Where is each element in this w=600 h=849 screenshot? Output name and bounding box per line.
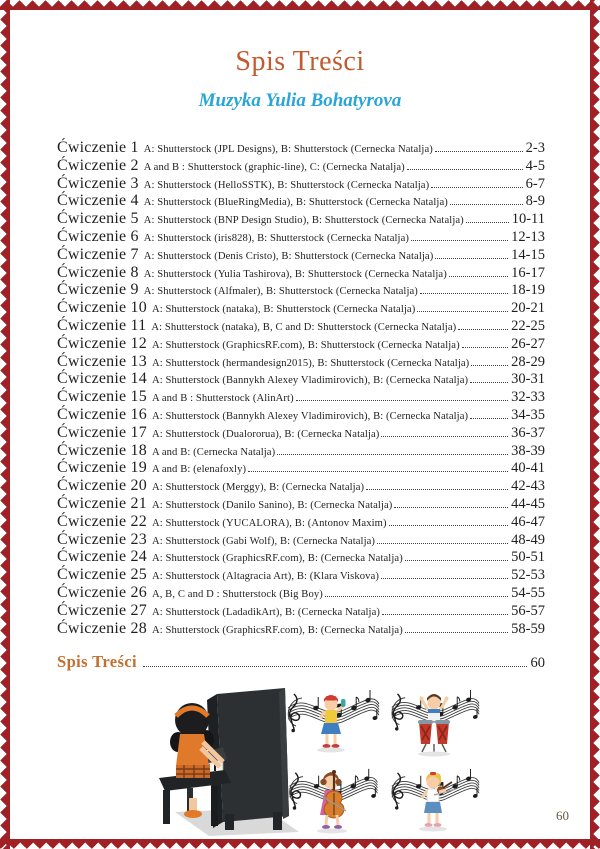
dot-leader [466,222,509,223]
toc-entry [57,566,545,584]
dot-leader [389,525,509,526]
toc-entry [57,353,545,371]
exercise-pages: 8-9 [525,193,545,210]
exercise-credits: A: Shutterstock (iris828), B: Shutterstock (Cernecka Natalja) [143,232,410,244]
toc-entry [57,406,545,424]
toc-entry [57,388,545,406]
exercise-label: Ćwiczenie 4 [57,192,139,210]
exercise-pages: 34-35 [511,406,545,423]
singer-girl [317,695,346,753]
exercise-credits: A: Shutterstock (BlueRingMedia), B: Shutterstock (Cernecka Natalja) [143,197,448,209]
dot-leader [417,311,508,312]
exercise-label: Ćwiczenie 14 [57,370,147,388]
decorative-border-top [0,0,600,10]
exercise-credits: A, B, C and D : Shutterstock (Big Boy) [151,588,323,600]
violinist-girl [419,772,456,832]
dot-leader [377,543,508,544]
toc-entry [57,192,545,210]
exercise-label: Ćwiczenie 7 [57,245,139,263]
exercise-label: Ćwiczenie 15 [57,388,147,406]
exercise-pages: 6-7 [525,175,545,192]
exercise-label: Ćwiczenie 3 [57,174,139,192]
dot-leader [248,471,508,472]
exercise-pages: 2-3 [525,140,545,156]
exercise-pages: 32-33 [511,389,545,406]
page-number: 60 [556,808,569,823]
exercise-credits: A: Shutterstock (Danilo Sanino), B: (Cernecka Natalja) [151,499,393,511]
exercise-label: Ćwiczenie 19 [57,459,147,477]
exercise-label: Ćwiczenie 12 [57,334,147,352]
exercise-label: Ćwiczenie 16 [57,405,147,423]
illustrations [0,686,600,846]
exercise-label: Ćwiczenie 22 [57,512,147,530]
dot-leader [449,276,508,277]
exercise-pages: 58-59 [511,620,545,637]
dot-leader [394,507,508,508]
drummer-boy [418,694,450,757]
exercise-pages: 52-53 [511,567,545,584]
toc-entry [57,495,545,513]
dot-leader [407,169,523,170]
exercise-pages: 26-27 [511,335,545,352]
exercise-label: Ćwiczenie 11 [57,316,147,334]
exercise-credits: A: Shutterstock (HelloSSTK), B: Shutterstock (Cernecka Natalja) [143,179,430,191]
toc-entry [57,477,545,495]
exercise-pages: 40-41 [511,460,545,477]
dot-leader [405,632,508,633]
toc-entry [57,370,545,388]
exercise-label: Ćwiczenie 10 [57,299,147,317]
toc-entry [57,513,545,531]
exercise-label: Ćwiczenie 18 [57,441,147,459]
exercise-credits: A: Shutterstock (JPL Designs), B: Shutterstock (Cernecka Natalja) [143,144,433,155]
exercise-credits: A: Shutterstock (Bannykh Alexey Vladimirovich), B: (Cernecka Natalja) [151,410,469,422]
exercise-credits: A: Shutterstock (Alfmaler), B: Shutterstock (Cernecka Natalja) [143,286,418,298]
dot-leader [470,418,508,419]
dot-leader [435,258,508,259]
toc-entry [57,210,545,228]
toc-entry [57,175,545,193]
dot-leader [366,489,508,490]
footer-entry-pages: 60 [530,655,545,671]
toc-entry [57,620,545,638]
dot-leader [411,240,508,241]
page-title: Spis Treści [235,46,365,77]
boy-drumming-illustration [386,686,482,764]
exercise-pages: 16-17 [511,264,545,281]
exercise-label: Ćwiczenie 13 [57,352,147,370]
dot-leader [420,293,508,294]
exercise-credits: A: Shutterstock (BNP Design Studio), B: Shutterstock (Cernecka Natalja) [143,215,464,227]
toc-entry [57,584,545,602]
exercise-credits: A: Shutterstock (Altagracia Art), B: (Klara Viskova) [151,571,380,583]
dot-leader [431,187,522,188]
dot-leader [381,578,508,579]
exercise-pages: 50-51 [511,549,545,566]
exercise-pages: 46-47 [511,513,545,530]
toc-entry [57,281,545,299]
exercise-label: Ćwiczenie 17 [57,423,147,441]
toc-entry [57,317,545,335]
page-header [0,46,600,112]
exercise-label: Ćwiczenie 28 [57,619,147,637]
exercise-label: Ćwiczenie 9 [57,281,139,299]
dot-leader [382,614,508,615]
exercise-credits: A and B: (Cernecka Natalja) [151,446,276,458]
toc-entry [57,442,545,460]
exercise-credits: A: Shutterstock (Yulia Tashirova), B: Shutterstock (Cernecka Natalja) [143,268,447,280]
dot-leader [462,347,508,348]
exercise-pages: 20-21 [511,300,545,317]
toc-entry [57,228,545,246]
exercise-label: Ćwiczenie 20 [57,477,147,495]
exercise-credits: A: Shutterstock (GraphicsRF.com), B: (Cernecka Natalja) [151,624,403,636]
cellist-girl [317,770,347,834]
exercise-pages: 4-5 [525,157,545,174]
toc-entry [57,157,545,175]
exercise-credits: A: Shutterstock (Bannykh Alexey Vladimirovich), B: (Cernecka Natalja) [151,375,469,387]
music-kids-grid [282,686,482,844]
dot-leader [435,151,523,152]
dot-leader [381,436,508,437]
exercise-credits: A: Shutterstock (nataka), B, C and D: Shutterstock (Cernecka Natalja) [151,321,457,333]
exercise-pages: 28-29 [511,353,545,370]
toc-entry [57,602,545,620]
toc-entry [57,548,545,566]
dot-leader [450,204,523,205]
dot-leader [470,382,508,383]
dot-leader [143,666,526,667]
exercise-pages: 14-15 [511,246,545,263]
exercise-credits: A: Shutterstock (Gabi Wolf), B: (Cernecka Natalja) [151,535,376,547]
exercise-label: Ćwiczenie 21 [57,494,147,512]
toc-entry [57,139,545,157]
dot-leader [458,329,508,330]
exercise-credits: A and B : Shutterstock (graphic-line), C: (Cernecka Natalja) [143,161,405,173]
exercise-pages: 10-11 [511,211,545,228]
exercise-credits: A: Shutterstock (hermandesign2015), B: Shutterstock (Cernecka Natalja) [151,357,470,369]
exercise-credits: A: Shutterstock (GraphicsRF.com), B: (Cernecka Natalja) [151,553,403,565]
dot-leader [277,454,508,455]
exercise-label: Ćwiczenie 8 [57,263,139,281]
toc-entry [57,335,545,353]
toc-entry [57,424,545,442]
conga-drums [418,720,450,752]
toc-entry [57,531,545,549]
exercise-label: Ćwiczenie 27 [57,601,147,619]
exercise-pages: 38-39 [511,442,545,459]
exercise-credits: A and B: (elenafoxly) [151,464,247,476]
exercise-credits: A: Shutterstock (Merggy), B: (Cernecka Natalja) [151,482,365,494]
exercise-pages: 36-37 [511,424,545,441]
page-subtitle: Muzyka Yulia Bohatyrova [198,90,402,111]
toc-footer-entry [57,652,545,672]
exercise-pages: 18-19 [511,282,545,299]
exercise-pages: 48-49 [511,531,545,548]
dot-leader [405,560,508,561]
decorative-border-left [0,0,10,849]
exercise-label: Ćwiczenie 25 [57,566,147,584]
toc-list [57,139,545,637]
toc-entry [57,459,545,477]
exercise-credits: A and B : Shutterstock (AlinArt) [151,393,294,405]
decorative-border-bottom [0,839,600,849]
footer-entry-label: Spis Treści [57,652,138,671]
exercise-credits: A: Shutterstock (nataka), B: Shutterstock (Cernecka Natalja) [151,304,416,316]
exercise-credits: A: Shutterstock (LadadikArt), B: (Cernecka Natalja) [151,606,381,618]
exercise-credits: A: Shutterstock (YUCALORA), B: (Antonov Maxim) [151,517,387,529]
exercise-pages: 22-25 [511,317,545,334]
exercise-label: Ćwiczenie 1 [57,139,139,156]
girl-violin-illustration [386,765,482,843]
exercise-label: Ćwiczenie 5 [57,210,139,228]
decorative-border-right [590,0,600,849]
toc-entry [57,246,545,264]
exercise-pages: 42-43 [511,478,545,495]
exercise-credits: A: Shutterstock (GraphicsRF.com), B: Shutterstock (Cernecka Natalja) [151,339,460,351]
exercise-label: Ćwiczenie 2 [57,156,139,174]
exercise-label: Ćwiczenie 26 [57,583,147,601]
exercise-pages: 12-13 [511,228,545,245]
exercise-pages: 54-55 [511,584,545,601]
exercise-pages: 56-57 [511,602,545,619]
toc-entry [57,264,545,282]
girl-singing-illustration [282,686,382,764]
exercise-pages: 30-31 [511,371,545,388]
girl-playing-piano-illustration [147,686,299,838]
exercise-label: Ćwiczenie 6 [57,227,139,245]
toc-entry [57,299,545,317]
exercise-credits: A: Shutterstock (Dualororua), B: (Cernecka Natalja) [151,428,380,440]
exercise-label: Ćwiczenie 23 [57,530,147,548]
dot-leader [325,596,508,597]
dot-leader [471,365,508,366]
dot-leader [296,400,508,401]
exercise-label: Ćwiczenie 24 [57,548,147,566]
exercise-pages: 44-45 [511,495,545,512]
girl-cello-illustration [282,765,382,843]
exercise-credits: A: Shutterstock (Denis Cristo), B: Shutterstock (Cernecka Natalja) [143,250,434,262]
